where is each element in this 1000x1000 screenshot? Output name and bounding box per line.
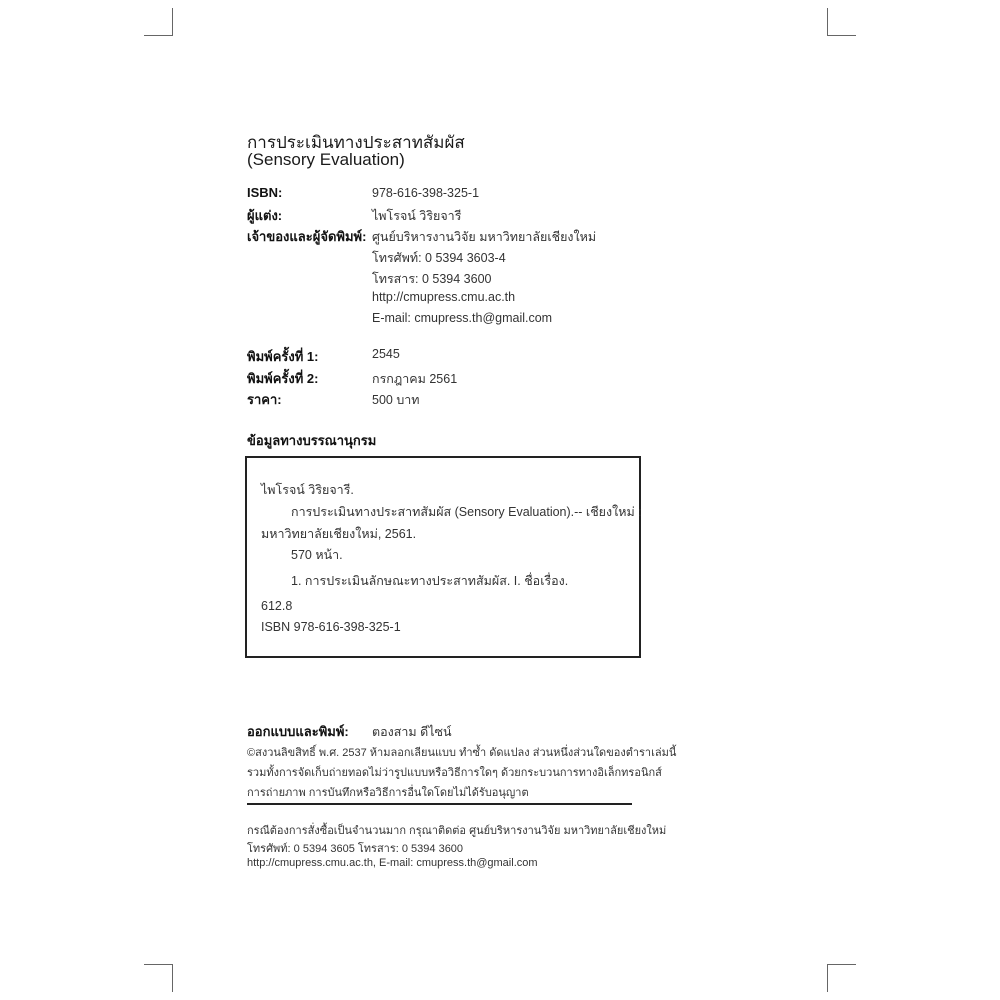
catalog-author: ไพโรจน์ วิริยจารี.: [261, 483, 354, 497]
edition2-value: กรกฎาคม 2561: [372, 372, 458, 386]
crop-mark: [827, 8, 828, 36]
author-label: ผู้แต่ง:: [247, 208, 283, 223]
copyright-line: รวมทั้งการจัดเก็บถ่ายทอดไม่ว่ารูปแบบหรือวิธีการใดๆ ด้วยกระบวนการทางอิเล็กทรอนิกส์: [247, 767, 662, 779]
isbn-label: ISBN:: [247, 185, 283, 200]
copyright-line: ©สงวนลิขสิทธิ์ พ.ศ. 2537 ห้ามลอกเลียนแบบ ทำซ้ำ ดัดแปลง ส่วนหนึ่งส่วนใดของตำราเล่มนี้: [247, 747, 677, 759]
crop-mark: [827, 964, 828, 992]
crop-mark: [144, 964, 172, 965]
price-value: 500 บาท: [372, 393, 420, 407]
catalog-box: [245, 456, 641, 658]
publisher-phone: โทรศัพท์: 0 5394 3603-4: [372, 251, 506, 265]
publisher-website-link[interactable]: http://cmupress.cmu.ac.th: [372, 290, 516, 304]
catalog-pages: 570 หน้า.: [291, 548, 343, 562]
crop-mark: [828, 35, 856, 36]
author-value: ไพโรจน์ วิริยจารี: [372, 209, 462, 223]
crop-mark: [172, 964, 173, 992]
catalog-title-line2: มหาวิทยาลัยเชียงใหม่, 2561.: [261, 527, 417, 541]
edition1-label: พิมพ์ครั้งที่ 1:: [247, 349, 319, 364]
book-title-english: (Sensory Evaluation): [247, 150, 405, 169]
footer-web-email[interactable]: http://cmupress.cmu.ac.th, E-mail: cmupress.th@gmail.com: [247, 857, 538, 869]
design-label: ออกแบบและพิมพ์:: [247, 724, 349, 739]
publisher-name: ศูนย์บริหารงานวิจัย มหาวิทยาลัยเชียงใหม่: [372, 230, 597, 244]
catalog-isbn: ISBN 978-616-398-325-1: [261, 620, 401, 634]
catalog-title-line1: การประเมินทางประสาทสัมผัส (Sensory Evaluation).-- เชียงใหม่ :: [291, 505, 642, 519]
catalog-heading: ข้อมูลทางบรรณานุกรม: [247, 433, 377, 448]
catalog-class-number: 612.8: [261, 599, 293, 613]
divider: [247, 803, 632, 805]
crop-mark: [172, 8, 173, 36]
footer-order-note: กรณีต้องการสั่งซื้อเป็นจำนวนมาก กรุณาติดต่อ ศูนย์บริหารงานวิจัย มหาวิทยาลัยเชียงใหม่: [247, 825, 667, 837]
price-label: ราคา:: [247, 392, 282, 407]
edition2-label: พิมพ์ครั้งที่ 2:: [247, 371, 319, 386]
footer-contact-phone: โทรศัพท์: 0 5394 3605 โทรสาร: 0 5394 3600: [247, 843, 464, 855]
publisher-email-link[interactable]: E-mail: cmupress.th@gmail.com: [372, 311, 553, 325]
isbn-value: 978-616-398-325-1: [372, 186, 480, 200]
catalog-subject: 1. การประเมินลักษณะทางประสาทสัมผัส. I. ชื่อเรื่อง.: [291, 574, 569, 588]
design-value: ตองสาม ดีไซน์: [372, 725, 452, 739]
edition1-value: 2545: [372, 347, 400, 361]
publisher-label: เจ้าของและผู้จัดพิมพ์:: [247, 229, 367, 244]
publisher-fax: โทรสาร: 0 5394 3600: [372, 272, 492, 286]
copyright-line: การถ่ายภาพ การบันทึกหรือวิธีการอื่นใดโดยไม่ได้รับอนุญาต: [247, 787, 529, 799]
book-title-thai: การประเมินทางประสาทสัมผัส: [247, 133, 465, 152]
crop-mark: [828, 964, 856, 965]
crop-mark: [144, 35, 172, 36]
